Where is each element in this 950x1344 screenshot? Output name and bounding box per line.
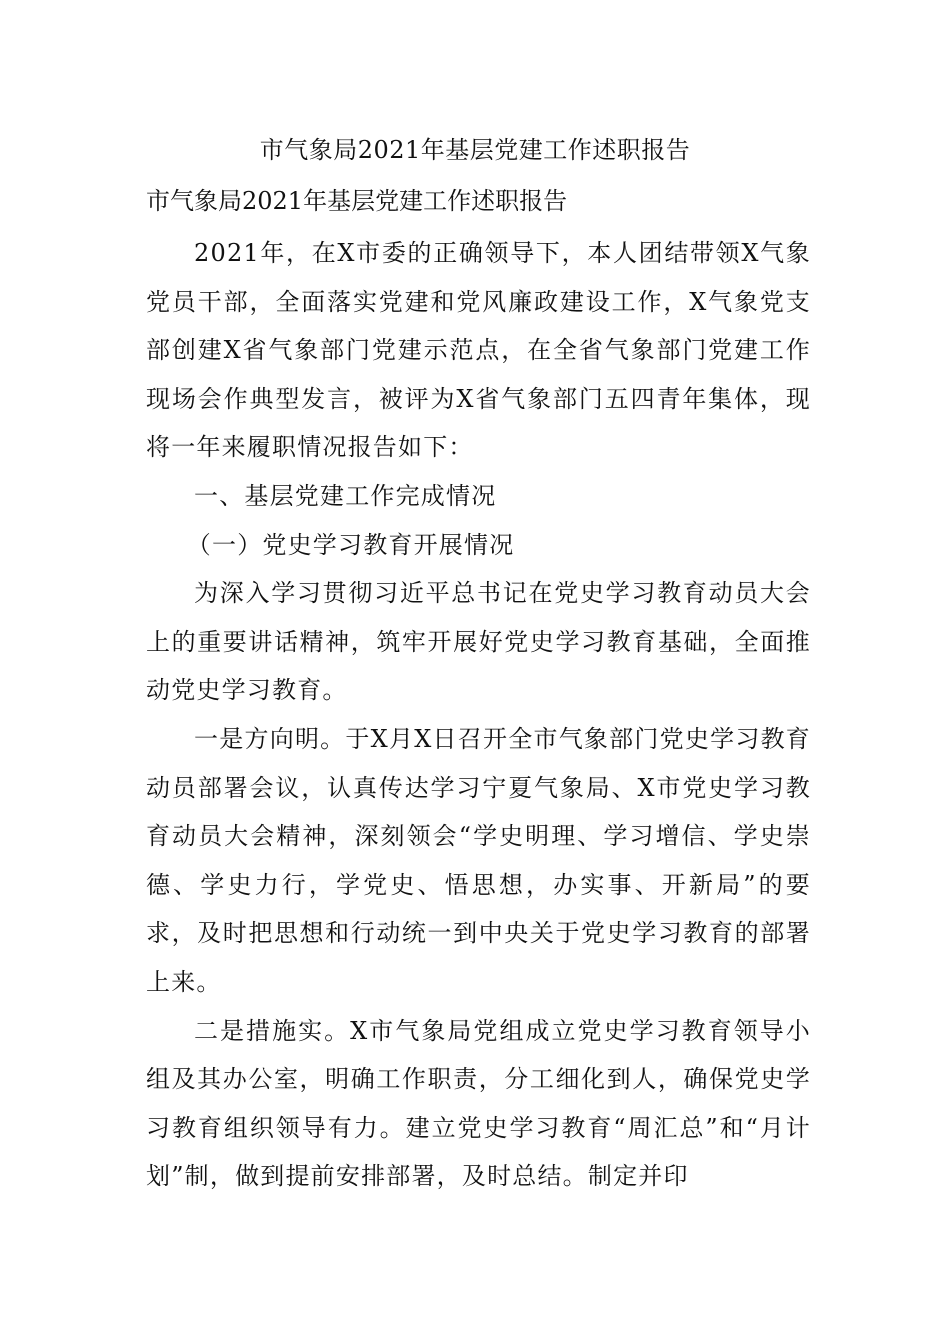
body-paragraph: 一是方向明。于X月X日召开全市气象部门党史学习教育动员部署会议，认真传达学习宁夏气象局、X市党史学习教育动员大会精神，深刻领会“学史明理、学习增信、学史崇德、学史力行，学党史、悟思想，办实事、开新局”的要求，及时把思想和行动统一到中央关于党史学习教育的部署上来。 [146, 724, 811, 996]
document-subtitle: 市气象局2021年基层党建工作述职报告 [146, 187, 568, 215]
document-title: 市气象局2021年基层党建工作述职报告 [259, 136, 691, 164]
section-heading: 一、基层党建工作完成情况 [194, 481, 497, 510]
document-body [146, 229, 811, 1201]
intro-paragraph: 2021年，在X市委的正确领导下，本人团结带领X气象党员干部，全面落实党建和党风廉政建设工作，X气象党支部创建X省气象部门党建示范点，在全省气象部门党建工作现场会作典型发言，被评为X省气象部门五四青年集体，现将一年来履职情况报告如下： [146, 239, 811, 462]
subsection-heading: （一）党史学习教育开展情况 [186, 530, 515, 559]
body-paragraph: 为深入学习贯彻习近平总书记在党史学习教育动员大会上的重要讲话精神，筑牢开展好党史学习教育基础，全面推动党史学习教育。 [146, 579, 811, 705]
body-paragraph: 二是措施实。X市气象局党组成立党史学习教育领导小组及其办公室，明确工作职责，分工细化到人，确保党史学习教育组织领导有力。建立党史学习教育“周汇总”和“月计划”制，做到提前安排部署，及时总结。制定并印 [146, 1016, 811, 1191]
